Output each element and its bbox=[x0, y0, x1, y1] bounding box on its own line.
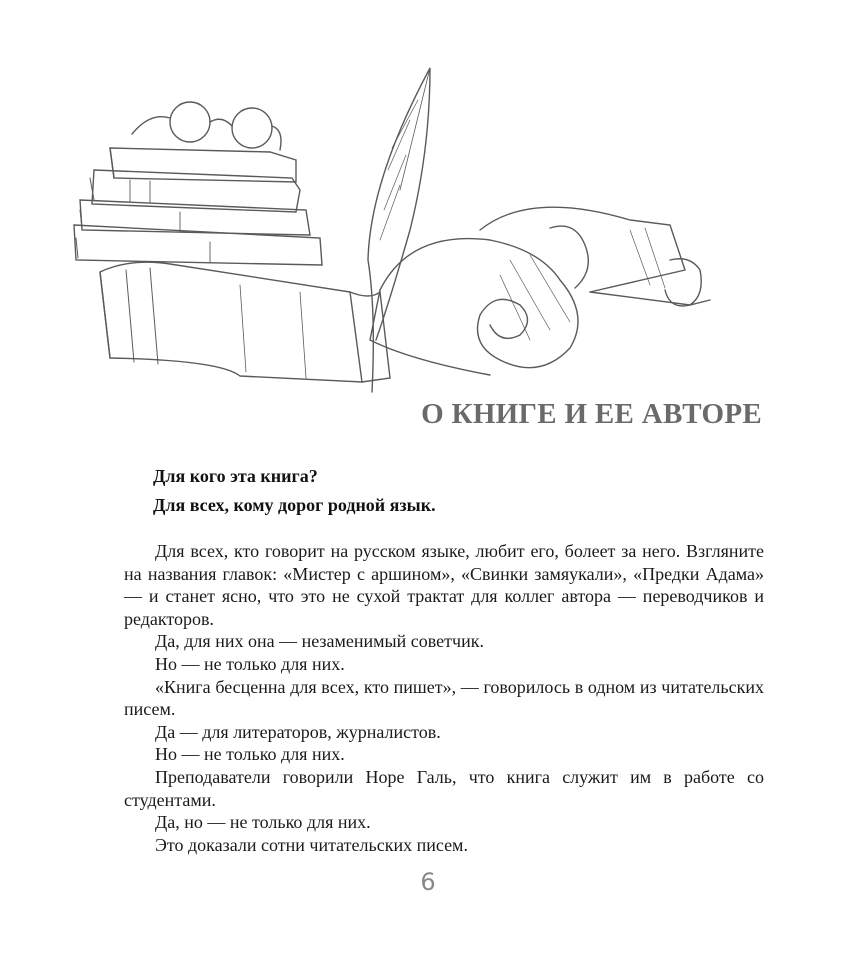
question-line: Для кого эта книга? bbox=[153, 466, 318, 486]
chapter-title: О КНИГЕ И ЕЕ АВТОРЕ bbox=[421, 398, 762, 430]
paragraph: Но — не только для них. bbox=[155, 653, 345, 674]
scroll-icon bbox=[370, 207, 710, 375]
paragraph: Для всех, кто говорит на русском языке, любит его, болеет за него. Взгляните на названия главок: «Мистер с аршином», «Свинки замяукали», «Предки Адама» — и станет ясно, что это не сухой трактат для коллег автора — переводчиков и редакторов. bbox=[124, 541, 764, 629]
paragraph: Преподаватели говорили Норе Галь, что книга служит им в работе со студентами. bbox=[124, 766, 764, 810]
books-quill-scroll-illustration bbox=[70, 60, 730, 400]
book-stack-icon bbox=[74, 148, 322, 265]
paragraph: Это доказали сотни читательских писем. bbox=[155, 834, 468, 855]
paragraph: «Книга бесценна для всех, кто пишет», — говорилось в одном из читательских писем. bbox=[124, 676, 764, 720]
page-number: 6 bbox=[420, 868, 436, 896]
answer-line: Для всех, кому дорог родной язык. bbox=[153, 495, 436, 515]
body-text bbox=[124, 540, 764, 856]
large-book-icon bbox=[100, 262, 390, 382]
paragraph: Но — не только для них. bbox=[155, 744, 345, 765]
paragraph: Да, но — не только для них. bbox=[155, 812, 371, 833]
glasses-icon bbox=[132, 102, 281, 150]
paragraph: Да, для них она — незаменимый советчик. bbox=[155, 631, 484, 652]
paragraph: Да — для литераторов, журналистов. bbox=[155, 721, 441, 742]
